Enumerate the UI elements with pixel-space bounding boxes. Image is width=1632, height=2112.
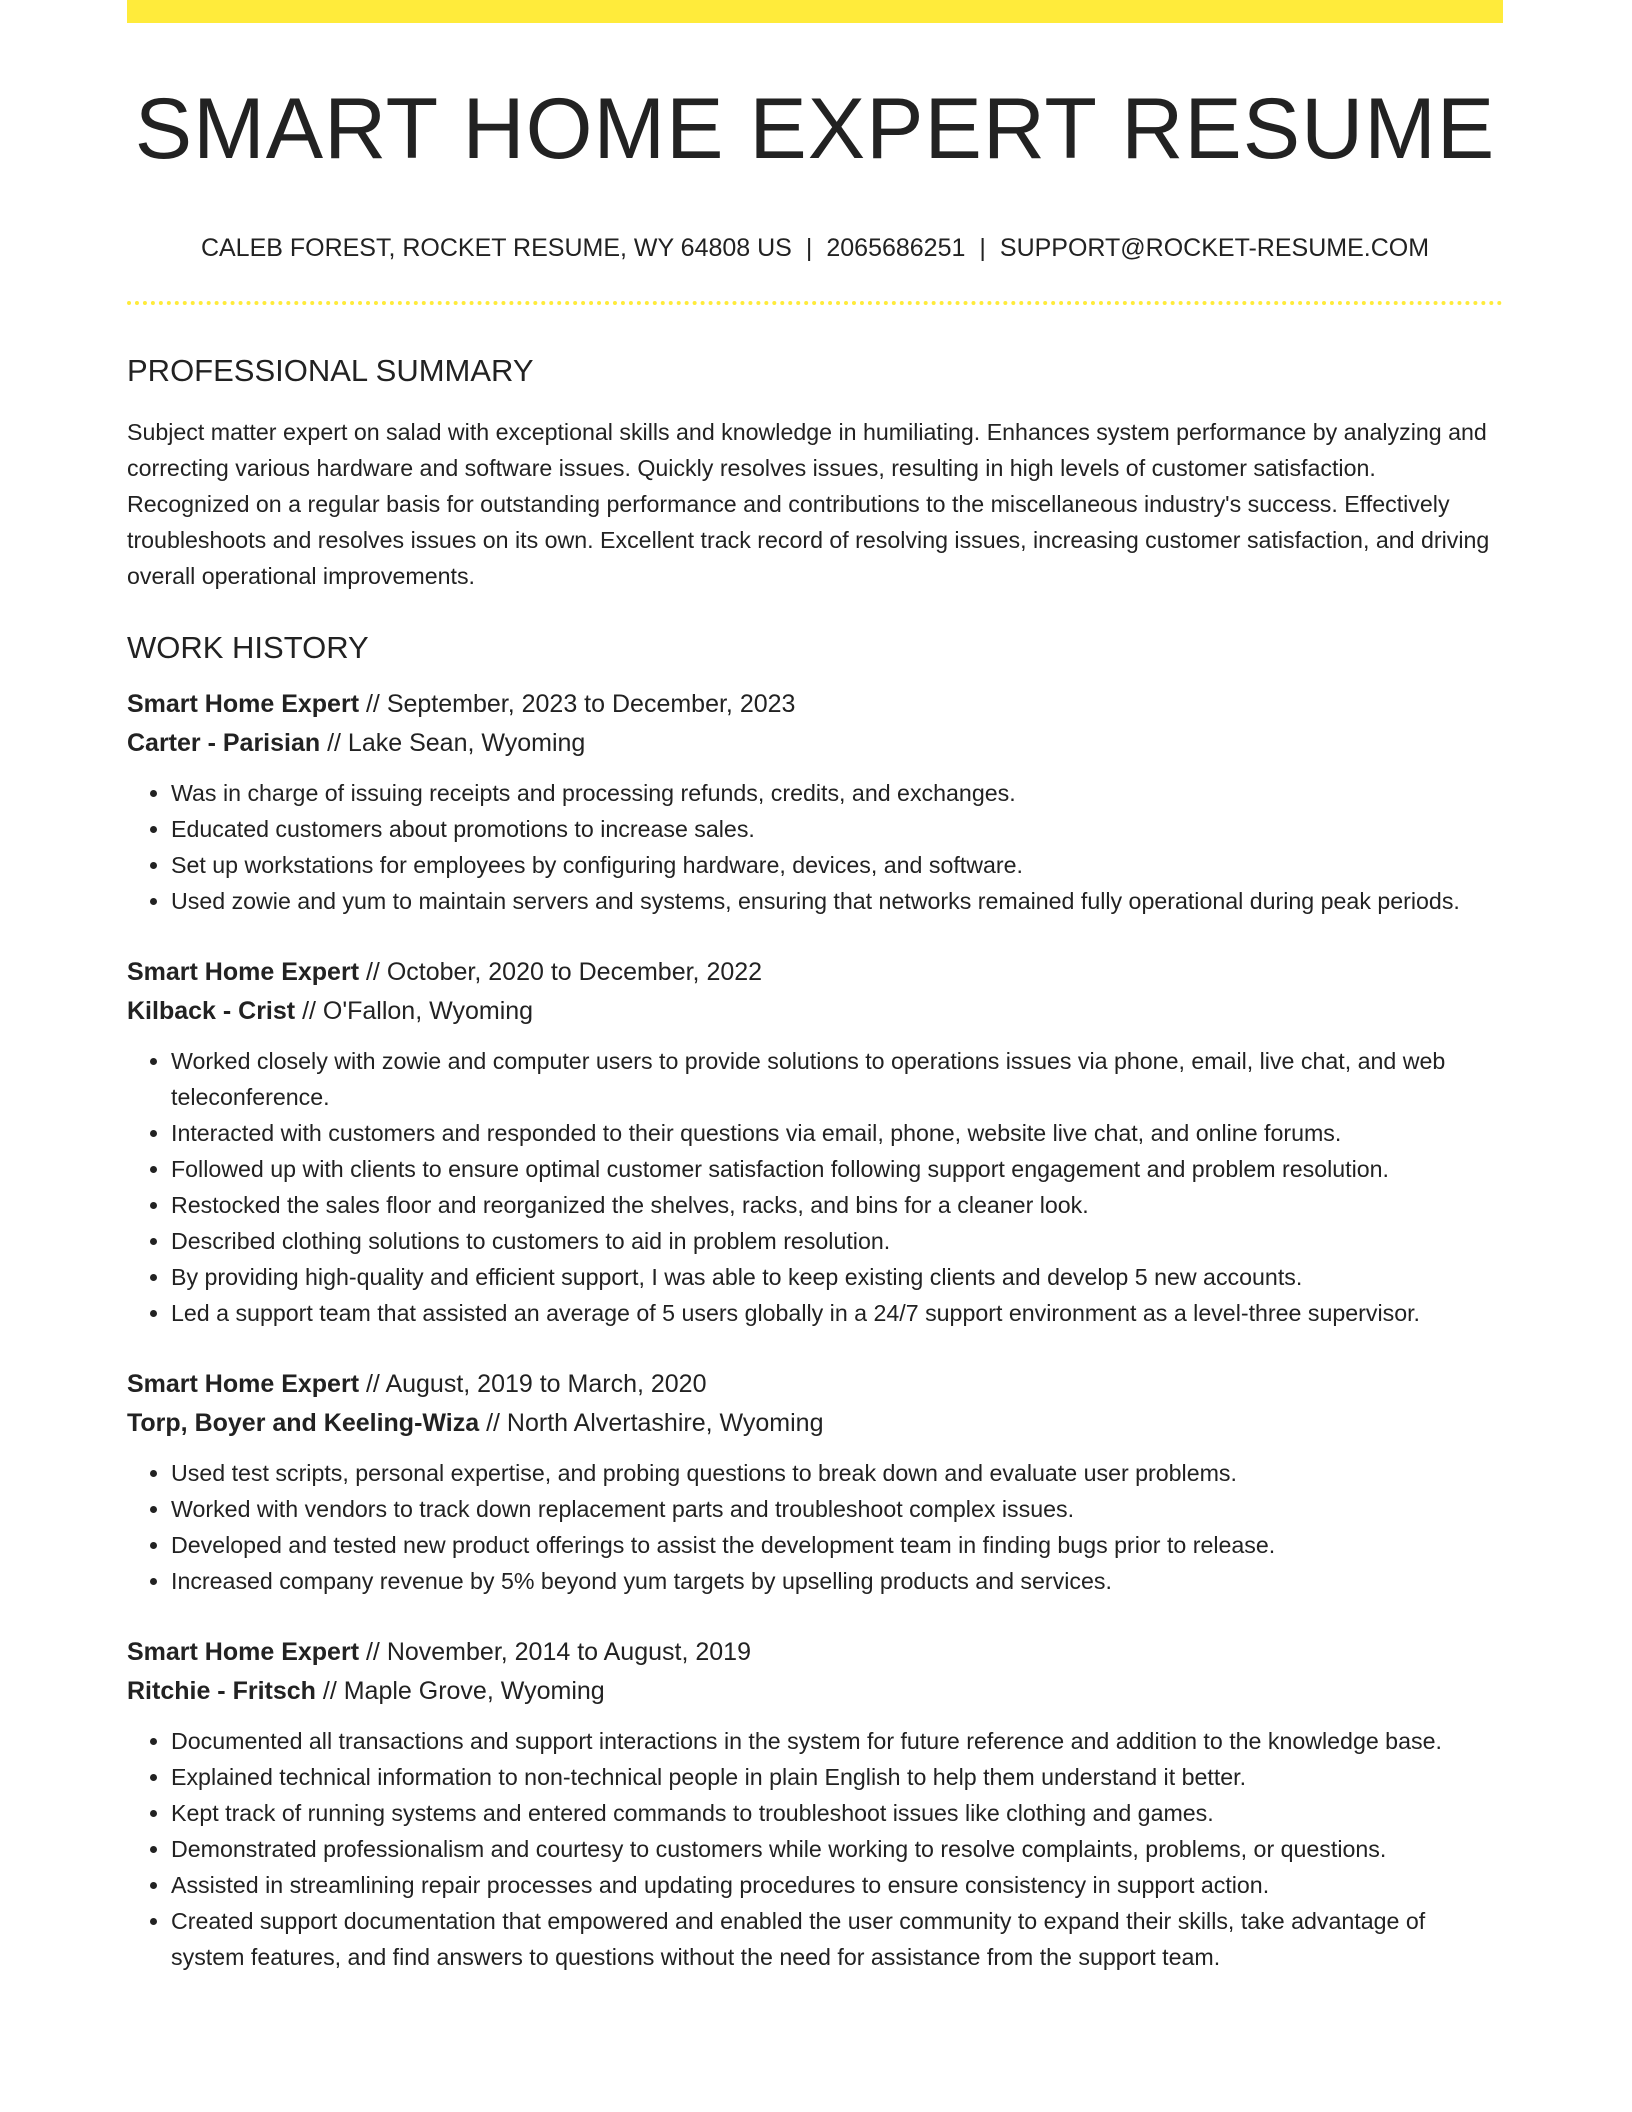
job-location: // Maple Grove, Wyoming: [322, 1677, 605, 1705]
job-title-line: [127, 685, 1503, 724]
work-history-heading: WORK HISTORY: [127, 630, 369, 665]
resume-title: SMART HOME EXPERT RESUME: [134, 81, 1496, 177]
job-bullet: • Created support documentation that empowered and enabled the user community to expand their skills, take advantage of system features, and find answers to questions without the need for assistance from the support team.: [171, 1903, 1503, 1975]
contact-separator: |: [979, 234, 986, 262]
job-bullet: • Worked closely with zowie and computer users to provide solutions to operations issues via phone, email, live chat, and web teleconference.: [171, 1043, 1503, 1115]
work-history-list: [127, 685, 1503, 1975]
job-bullet: • Restocked the sales floor and reorganized the shelves, racks, and bins for a cleaner look.: [171, 1187, 1503, 1223]
summary-heading: PROFESSIONAL SUMMARY: [127, 353, 534, 388]
job-dates: // August, 2019 to March, 2020: [365, 1370, 707, 1398]
job-bullet: • Was in charge of issuing receipts and processing refunds, credits, and exchanges.: [171, 775, 1503, 811]
job-location: // Lake Sean, Wyoming: [327, 729, 586, 757]
job-entry: [127, 953, 1503, 1331]
job-bullet: • Increased company revenue by 5% beyond yum targets by upselling products and services.: [171, 1563, 1503, 1599]
job-company-line: [127, 724, 1503, 763]
job-company: Ritchie - Fritsch: [127, 1677, 316, 1705]
job-entry: [127, 685, 1503, 919]
job-bullet: • Led a support team that assisted an average of 5 users globally in a 24/7 support environment as a level-three supervisor.: [171, 1295, 1503, 1331]
job-entry: [127, 1365, 1503, 1599]
contact-line: [127, 236, 1503, 261]
job-location: // North Alvertashire, Wyoming: [486, 1409, 824, 1437]
job-company-line: [127, 1672, 1503, 1711]
job-title: Smart Home Expert: [127, 1638, 360, 1666]
job-dates: // October, 2020 to December, 2022: [365, 958, 763, 986]
job-bullet: • Followed up with clients to ensure optimal customer satisfaction following support engagement and problem resolution.: [171, 1151, 1503, 1187]
job-title: Smart Home Expert: [127, 958, 360, 986]
contact-email: SUPPORT@ROCKET-RESUME.COM: [999, 234, 1430, 262]
resume-page: [127, 0, 1503, 1975]
job-dates: // November, 2014 to August, 2019: [365, 1638, 751, 1666]
contact-address: CALEB FOREST, ROCKET RESUME, WY 64808 US: [200, 234, 792, 262]
job-bullet-list: [127, 1455, 1503, 1599]
job-bullet: • Developed and tested new product offerings to assist the development team in finding bugs prior to release.: [171, 1527, 1503, 1563]
contact-phone: 2065686251: [826, 234, 966, 262]
job-bullet: • Worked with vendors to track down replacement parts and troubleshoot complex issues.: [171, 1491, 1503, 1527]
job-bullet-list: [127, 1043, 1503, 1331]
job-title-line: [127, 1633, 1503, 1672]
job-title: Smart Home Expert: [127, 690, 360, 718]
job-title-line: [127, 953, 1503, 992]
job-bullet: • Educated customers about promotions to increase sales.: [171, 811, 1503, 847]
job-title: Smart Home Expert: [127, 1370, 360, 1398]
job-location: // O'Fallon, Wyoming: [302, 997, 534, 1025]
job-bullet-list: [127, 775, 1503, 919]
job-title-line: [127, 1365, 1503, 1404]
job-bullet: • Used zowie and yum to maintain servers and systems, ensuring that networks remained fully operational during peak periods.: [171, 883, 1503, 919]
job-bullet: • Set up workstations for employees by configuring hardware, devices, and software.: [171, 847, 1503, 883]
accent-top-bar: [127, 0, 1503, 23]
job-dates: // September, 2023 to December, 2023: [365, 690, 796, 718]
header-divider: [127, 301, 1503, 305]
job-company-line: [127, 1404, 1503, 1443]
summary-text: Subject matter expert on salad with exceptional skills and knowledge in humiliating. Enhances system performance by analyzing and correcting various hardware and software issues. Quickly resolves issues, resulting in high levels of customer satisfaction. Recognized on a regular basis for outstanding performance and contributions to the miscellaneous industry's success. Effectively troubleshoots and resolves issues on its own. Excellent track record of resolving issues, increasing customer satisfaction, and driving overall operational improvements.: [127, 419, 1490, 589]
job-entry: [127, 1633, 1503, 1975]
job-bullet: • By providing high-quality and efficient support, I was able to keep existing clients and develop 5 new accounts.: [171, 1259, 1503, 1295]
job-bullet: • Demonstrated professionalism and courtesy to customers while working to resolve complaints, problems, or questions.: [171, 1831, 1503, 1867]
job-company-line: [127, 992, 1503, 1031]
job-bullet: • Assisted in streamlining repair processes and updating procedures to ensure consistency in support action.: [171, 1867, 1503, 1903]
job-bullet: • Interacted with customers and responded to their questions via email, phone, website live chat, and online forums.: [171, 1115, 1503, 1151]
job-bullet: • Explained technical information to non-technical people in plain English to help them understand it better.: [171, 1759, 1503, 1795]
job-bullet: • Used test scripts, personal expertise, and probing questions to break down and evaluate user problems.: [171, 1455, 1503, 1491]
job-bullet-list: [127, 1723, 1503, 1975]
contact-separator: |: [805, 234, 813, 262]
job-bullet: • Kept track of running systems and entered commands to troubleshoot issues like clothing and games.: [171, 1795, 1503, 1831]
job-company: Kilback - Crist: [127, 997, 296, 1025]
job-bullet: • Documented all transactions and support interactions in the system for future reference and addition to the knowledge base.: [171, 1723, 1503, 1759]
job-bullet: • Described clothing solutions to customers to aid in problem resolution.: [171, 1223, 1503, 1259]
job-company: Torp, Boyer and Keeling-Wiza: [127, 1409, 480, 1437]
job-company: Carter - Parisian: [127, 729, 321, 757]
